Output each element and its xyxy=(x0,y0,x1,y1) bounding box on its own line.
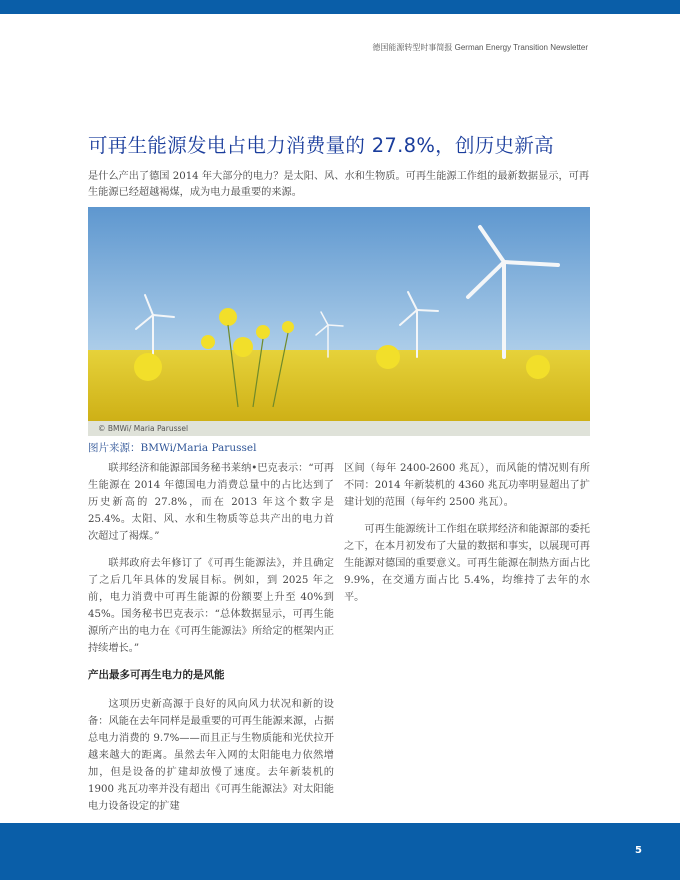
photo-credit: © BMWi/ Maria Parussel xyxy=(88,421,590,436)
paragraph: 这项历史新高源于良好的风向风力状况和新的设备：风能在去年同样是最重要的可再生能源来源，占据总电力消费的 9.7%——而且正与生物质能和光伏拉开越来越大的距离。虽然去年入网的太阳能电力依然增加，但是设备的扩建却放慢了速度。去年新装机的 1900 兆瓦功率并没有超出《可再生能源法》对太阳能电力设备设定的扩建 xyxy=(88,699,334,812)
photo-caption: 图片来源：BMWi/Maria Parussel xyxy=(88,442,257,454)
top-bar xyxy=(0,0,680,14)
article-lead: 是什么产出了德国 2014 年大部分的电力？是太阳、风、水和生物质。可再生能源工作组的最新数据显示，可再生能源已经超越褐煤，成为电力最重要的来源。 xyxy=(88,171,590,198)
article-title: 可再生能源发电占电力消费量的 27.8%，创历史新高 xyxy=(88,134,554,157)
section-subheading: 产出最多可再生电力的是风能 xyxy=(88,669,225,681)
paragraph: 联邦政府去年修订了《可再生能源法》，并且确定了之后几年具体的发展目标。例如，到 2025 年之前，电力消费中可再生能源的份额要上升至 40%到 45%。国务秘书巴克表示：“总体数据显示，可再生能源所产出的电力在《可再生能源法》所给定的框架内正持续增长。” xyxy=(88,558,334,654)
column-right xyxy=(344,460,590,616)
wind-turbines-rapeseed-photo xyxy=(88,207,590,436)
paragraph: 联邦经济和能源部国务秘书莱纳•巴克表示：“可再生能源在 2014 年德国电力消费总量中的占比达到了历史新高的 27.8%，而在 2013 年这个数字是 25.4%。太阳、风、水和生物质等总共产出的电力首次超过了褐煤。” xyxy=(88,463,334,542)
paragraph: 区间（每年 2400-2600 兆瓦），而风能的情况则有所不同：2014 年新装机的 4360 兆瓦功率明显超出了扩建计划的范围（每年约 2500 兆瓦）。 xyxy=(344,463,590,508)
paragraph: 可再生能源统计工作组在联邦经济和能源部的委托之下，在本月初发布了大量的数据和事实，以展现可再生能源对德国的重要意义。可再生能源在制热方面占比 9.9%，在交通方面占比 5.4%，均维持了去年的水平。 xyxy=(344,524,590,603)
footer-bar xyxy=(0,823,680,880)
page-number: 5 xyxy=(635,845,642,856)
column-left xyxy=(88,460,334,825)
running-header: 德国能源转型时事简报 German Energy Transition Newsletter xyxy=(372,43,588,52)
